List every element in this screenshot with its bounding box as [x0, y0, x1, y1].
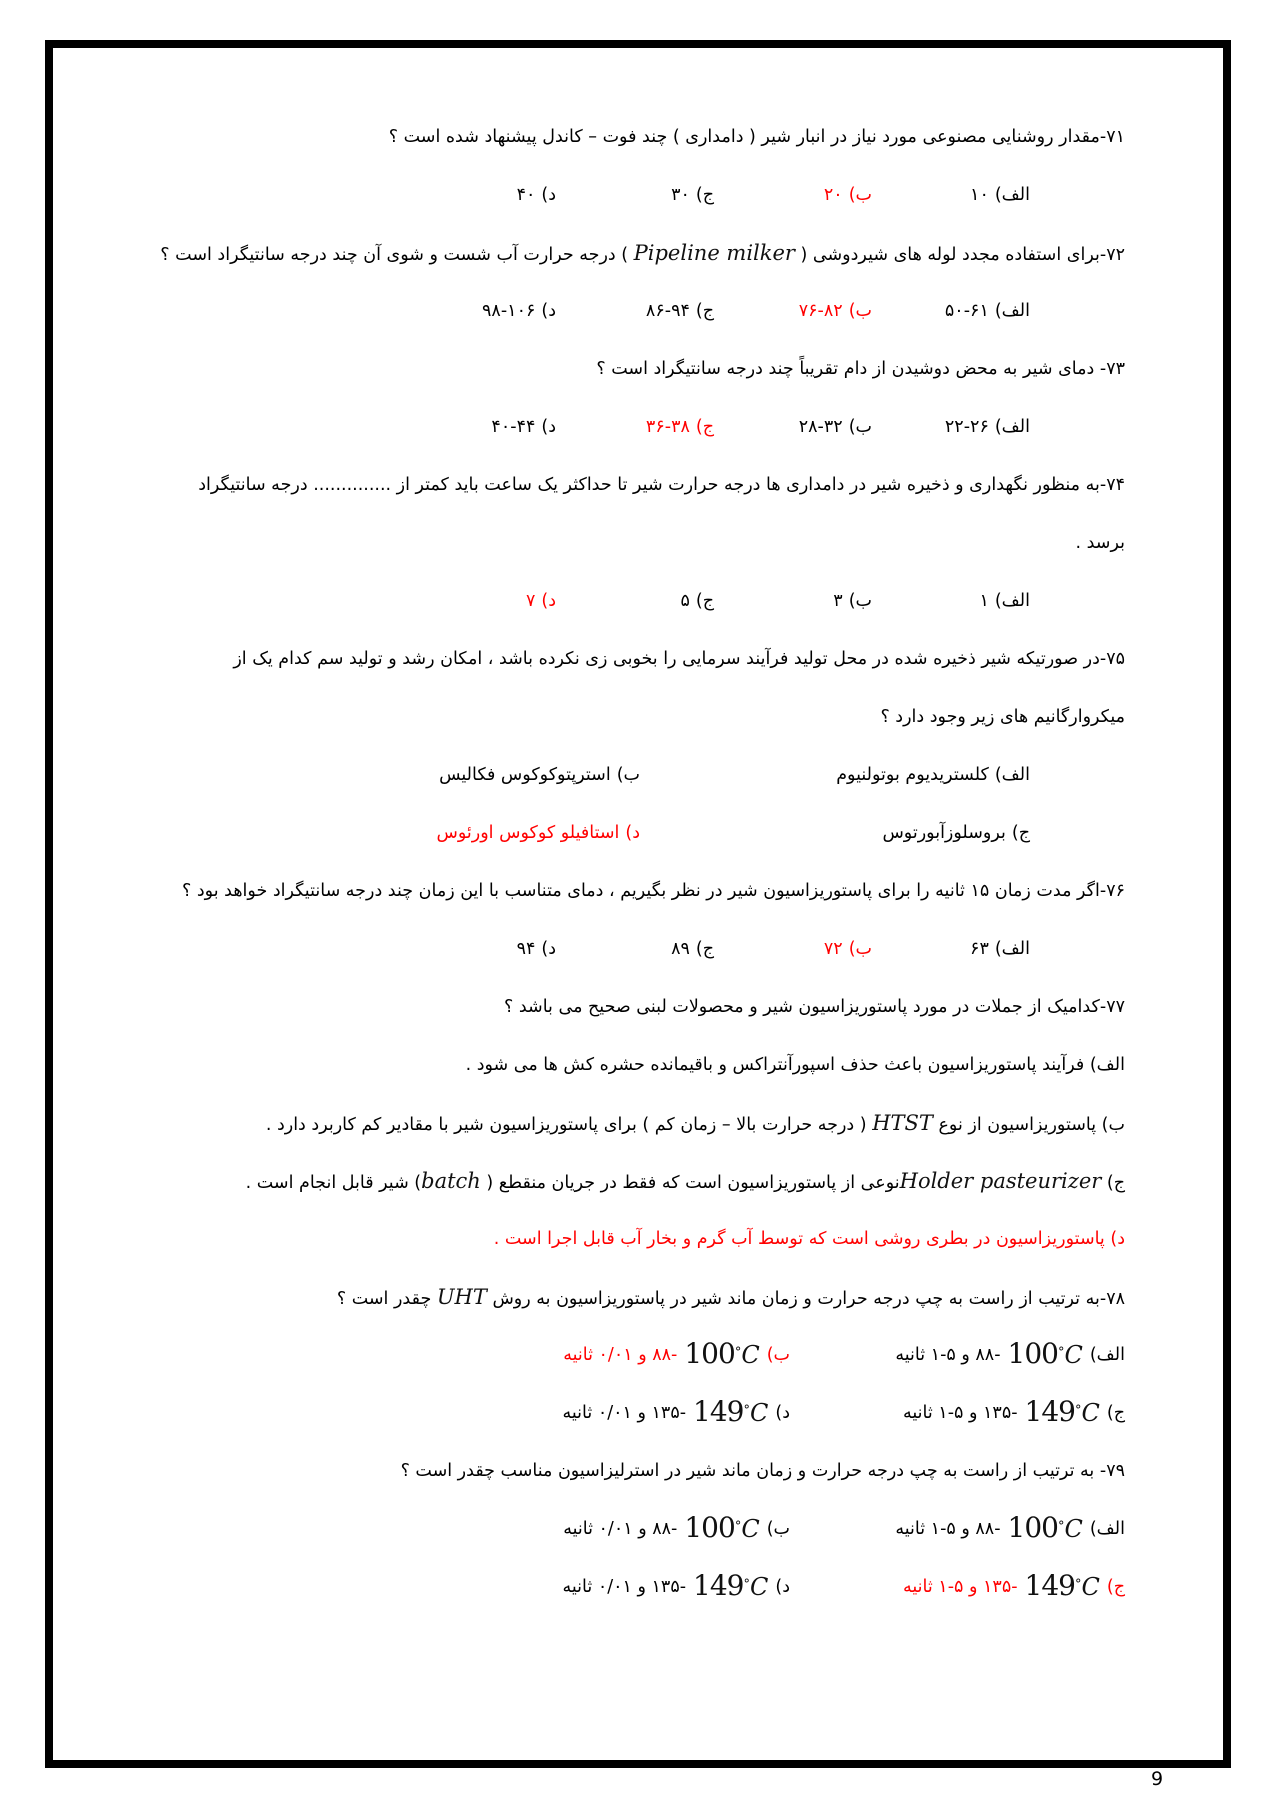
option-79-b: [455, 1498, 790, 1561]
option-value: ۱: [979, 591, 989, 611]
option-label: ب): [848, 939, 872, 959]
question-76-stem: ۷۶-اگر مدت زمان ۱۵ ثانیه را برای پاستوریزاسیون شیر در نظر بگیریم ، دمای متناسب با این زمان چند درجه سانتیگراد خواهد بود ؟: [182, 881, 1125, 901]
option-75-b: [250, 746, 640, 804]
question-76-text: [113, 862, 1125, 920]
option-value: ۲۶-۲۲: [944, 417, 989, 437]
degree-symbol: °: [734, 1344, 742, 1360]
option-76-d: [398, 920, 556, 978]
option-label: د): [775, 1403, 790, 1423]
temp-number: 149: [1024, 1394, 1075, 1428]
option-tail: -۱۳۵ و ۵-۱ ثانیه: [902, 1403, 1018, 1423]
exam-content: [113, 108, 1125, 1616]
celsius-symbol: C: [1064, 1340, 1083, 1369]
option-75-d-correct: [250, 804, 640, 862]
question-79-options-row2: [113, 1558, 1125, 1616]
question-74-stem-tail: برسد .: [1075, 533, 1125, 553]
celsius-symbol: C: [750, 1398, 769, 1427]
statement-text-tail: ) شیر قابل انجام است .: [245, 1173, 422, 1193]
question-73-text: [113, 340, 1125, 398]
option-label: د): [541, 301, 556, 321]
temp-number: 149: [693, 1568, 744, 1602]
option-74-a: [872, 572, 1030, 630]
question-72-text: [113, 224, 1125, 282]
option-value: ۷: [525, 591, 536, 611]
question-78-options-row1: [113, 1326, 1125, 1384]
latin-term-pipeline-milker: Pipeline milker: [633, 241, 795, 265]
option-74-d-correct: [398, 572, 556, 630]
option-value: بروسلوزآبورتوس: [882, 823, 1006, 843]
option-value: ۸۹: [671, 939, 690, 959]
degree-symbol: °: [1075, 1576, 1082, 1592]
option-value: ۳۰: [671, 185, 690, 205]
page-border: [45, 40, 1231, 1790]
option-73-c-correct: [556, 398, 714, 456]
option-value: ۳۲-۲۸: [798, 417, 843, 437]
temperature-value: [684, 1498, 759, 1561]
option-value: ۴۴-۴۰: [491, 417, 536, 437]
option-label: ب): [848, 185, 872, 205]
option-75-a: [640, 746, 1030, 804]
option-tail: -۱۳۵ و ۰/۰۱ ثانیه: [562, 1403, 687, 1423]
option-72-b-correct: [714, 282, 872, 340]
option-79-c-correct: [790, 1556, 1125, 1619]
option-74-c: [556, 572, 714, 630]
option-73-a: [872, 398, 1030, 456]
option-76-b-correct: [714, 920, 872, 978]
option-71-b-correct: [714, 166, 872, 224]
question-75-text-line1: [113, 630, 1125, 688]
question-78-stem: ۷۸-به ترتیب از راست به چپ درجه حرارت و زمان ماند شیر در پاستوریزاسیون به روش: [486, 1289, 1125, 1309]
latin-term-uht: UHT: [436, 1285, 487, 1309]
option-value: استافیلو کوکوس اورئوس: [436, 823, 620, 843]
degree-symbol: °: [743, 1576, 750, 1592]
temp-number: 149: [693, 1394, 744, 1428]
option-tail: -۸۸ و ۰/۰۱ ثانیه: [563, 1519, 678, 1539]
option-75-c: [640, 804, 1030, 862]
celsius-symbol: C: [750, 1572, 769, 1601]
option-tail: -۸۸ و ۰/۰۱ ثانیه: [563, 1345, 678, 1365]
option-value: ۸۲-۷۶: [798, 301, 843, 321]
option-78-a: [790, 1324, 1125, 1387]
option-value: ۴۰: [516, 185, 536, 205]
temp-number: 149: [1024, 1568, 1075, 1602]
option-tail: -۸۸ و ۵-۱ ثانیه: [895, 1345, 1001, 1365]
question-75-options-row1: [113, 746, 1125, 804]
statement-77-d-correct: [113, 1210, 1125, 1268]
option-label: د): [625, 823, 640, 843]
temperature-value: [684, 1324, 759, 1387]
option-label: د): [541, 939, 556, 959]
option-label: د): [541, 417, 556, 437]
question-74-text-line2: [113, 514, 1125, 572]
option-78-d: [455, 1382, 790, 1445]
celsius-symbol: C: [1081, 1398, 1100, 1427]
option-76-c: [556, 920, 714, 978]
question-77-text: [113, 978, 1125, 1036]
option-76-a: [872, 920, 1030, 978]
statement-text: ج): [1101, 1173, 1125, 1193]
option-label: د): [541, 591, 556, 611]
option-label: الف): [994, 765, 1030, 785]
option-label: ج): [1011, 823, 1030, 843]
option-value: ۹۴: [516, 939, 536, 959]
option-value: ۹۴-۸۶: [645, 301, 690, 321]
question-75-stem-tail: میکروارگانیم های زیر وجود دارد ؟: [880, 707, 1125, 727]
temp-number: 100: [1007, 1336, 1058, 1370]
option-value: ۳۸-۳۶: [645, 417, 690, 437]
question-79-options-row1: [113, 1500, 1125, 1558]
celsius-symbol: C: [741, 1340, 760, 1369]
question-71-options: [113, 166, 1125, 224]
option-71-d: [398, 166, 556, 224]
option-tail: -۸۸ و ۵-۱ ثانیه: [895, 1519, 1001, 1539]
option-72-a: [872, 282, 1030, 340]
option-78-c: [790, 1382, 1125, 1445]
option-value: استرپتوکوکوس فکالیس: [439, 765, 611, 785]
statement-text-tail: ( درجه حرارت بالا – زمان کم ) برای پاستوریزاسیون شیر با مقادیر کم کاربرد دارد .: [265, 1115, 873, 1135]
question-75-options-row2: [113, 804, 1125, 862]
question-77-stem: ۷۷-کدامیک از جملات در مورد پاستوریزاسیون شیر و محصولات لبنی صحیح می باشد ؟: [504, 997, 1125, 1017]
option-71-a: [872, 166, 1030, 224]
option-label: ج): [695, 301, 714, 321]
option-value: کلستریدیوم بوتولنیوم: [836, 765, 989, 785]
degree-symbol: °: [1057, 1344, 1065, 1360]
degree-symbol: °: [1057, 1518, 1065, 1534]
temp-number: 100: [684, 1336, 735, 1370]
question-71-text: [113, 108, 1125, 166]
option-label: الف): [1089, 1519, 1125, 1539]
question-78-options-row2: [113, 1384, 1125, 1442]
question-72-stem-tail: ) درجه حرارت آب شست و شوی آن چند درجه سانتیگراد است ؟: [160, 245, 634, 265]
question-79-text: [113, 1442, 1125, 1500]
option-value: ۲۰: [823, 185, 843, 205]
option-label: الف): [994, 939, 1030, 959]
option-value: ۵: [680, 591, 690, 611]
option-79-d: [455, 1556, 790, 1619]
option-label: ب): [766, 1345, 790, 1365]
statement-text: ب) پاستوریزاسیون از نوع: [932, 1115, 1125, 1135]
option-label: ج): [695, 417, 714, 437]
option-label: ج): [695, 591, 714, 611]
option-label: ج): [1106, 1577, 1125, 1597]
option-label: الف): [994, 301, 1030, 321]
option-label: د): [775, 1577, 790, 1597]
celsius-symbol: C: [741, 1514, 760, 1543]
latin-term-htst: HTST: [872, 1111, 933, 1135]
option-78-b-correct: [455, 1324, 790, 1387]
degree-symbol: °: [743, 1402, 750, 1418]
option-79-a: [790, 1498, 1125, 1561]
statement-77-c: [113, 1152, 1125, 1210]
question-79-stem: ۷۹- به ترتیب از راست به چپ درجه حرارت و زمان ماند شیر در استرلیزاسیون مناسب چقدر است ؟: [400, 1461, 1125, 1481]
option-72-c: [556, 282, 714, 340]
statement-77-b: [113, 1094, 1125, 1152]
latin-term-holder-pasteurizer: Holder pasteurizer: [899, 1169, 1102, 1193]
option-label: ج): [695, 939, 714, 959]
option-value: ۶۳: [970, 939, 989, 959]
statement-77-a: [113, 1036, 1125, 1094]
celsius-symbol: C: [1081, 1572, 1100, 1601]
option-tail: -۱۳۵ و ۵-۱ ثانیه: [902, 1577, 1018, 1597]
question-78-stem-tail: چقدر است ؟: [336, 1289, 437, 1309]
page-number: 9: [1151, 1768, 1164, 1790]
option-label: ب): [766, 1519, 790, 1539]
option-tail: -۱۳۵ و ۰/۰۱ ثانیه: [562, 1577, 687, 1597]
option-label: د): [541, 185, 556, 205]
question-74-options: [113, 572, 1125, 630]
question-75-text-line2: [113, 688, 1125, 746]
option-73-b: [714, 398, 872, 456]
question-75-stem: ۷۵-در صورتیکه شیر ذخیره شده در محل تولید فرآیند سرمایی را بخوبی زی نکرده باشد ، امکان رشد و تولید سم کدام یک از: [233, 649, 1125, 669]
question-71-stem: ۷۱-مقدار روشنایی مصنوعی مورد نیاز در انبار شیر ( دامداری ) چند فوت – کاندل پیشنهاد شده است ؟: [388, 127, 1125, 147]
question-76-options: [113, 920, 1125, 978]
option-value: ۷۲: [823, 939, 843, 959]
option-value: ۱۰۶-۹۸: [482, 301, 536, 321]
question-72-options: [113, 282, 1125, 340]
latin-term-batch: batch: [421, 1169, 481, 1193]
question-78-text: [113, 1268, 1125, 1326]
statement-text: الف) فرآیند پاستوریزاسیون باعث حذف اسپورآنتراکس و باقیمانده حشره کش ها می شود .: [465, 1055, 1125, 1075]
option-value: ۳: [833, 591, 843, 611]
option-71-c: [556, 166, 714, 224]
option-72-d: [398, 282, 556, 340]
temperature-value: [1025, 1556, 1100, 1619]
option-label: ب): [848, 301, 872, 321]
question-74-stem: ۷۴-به منظور نگهداری و ذخیره شیر در دامداری ها درجه حرارت شیر تا حداکثر یک ساعت باید کمتر از .............. درجه سانتیگراد: [198, 475, 1125, 495]
option-value: ۱۰: [970, 185, 989, 205]
question-74-text-line1: [113, 456, 1125, 514]
statement-text: د) پاستوریزاسیون در بطری روشی است که توسط آب گرم و بخار آب قابل اجرا است .: [493, 1229, 1125, 1249]
option-label: ج): [695, 185, 714, 205]
question-72-stem: ۷۲-برای استفاده مجدد لوله های شیردوشی (: [794, 245, 1125, 265]
temperature-value: [693, 1382, 768, 1445]
option-label: ج): [1106, 1403, 1125, 1423]
option-label: الف): [1089, 1345, 1125, 1365]
question-73-stem: ۷۳- دمای شیر به محض دوشیدن از دام تقریباً چند درجه سانتیگراد است ؟: [596, 359, 1125, 379]
temp-number: 100: [1007, 1510, 1058, 1544]
degree-symbol: °: [1075, 1402, 1082, 1418]
statement-text-mid: نوعی از پاستوریزاسیون است که فقط در جریان منقطع (: [480, 1173, 900, 1193]
temperature-value: [1008, 1324, 1083, 1387]
temperature-value: [693, 1556, 768, 1619]
temp-number: 100: [684, 1510, 735, 1544]
option-label: ب): [848, 417, 872, 437]
temperature-value: [1025, 1382, 1100, 1445]
option-label: الف): [994, 185, 1030, 205]
option-label: ب): [616, 765, 640, 785]
degree-symbol: °: [734, 1518, 742, 1534]
option-value: ۶۱-۵۰: [944, 301, 989, 321]
celsius-symbol: C: [1064, 1514, 1083, 1543]
question-73-options: [113, 398, 1125, 456]
option-74-b: [714, 572, 872, 630]
option-label: الف): [994, 591, 1030, 611]
option-label: الف): [994, 417, 1030, 437]
option-73-d: [398, 398, 556, 456]
option-label: ب): [848, 591, 872, 611]
temperature-value: [1008, 1498, 1083, 1561]
